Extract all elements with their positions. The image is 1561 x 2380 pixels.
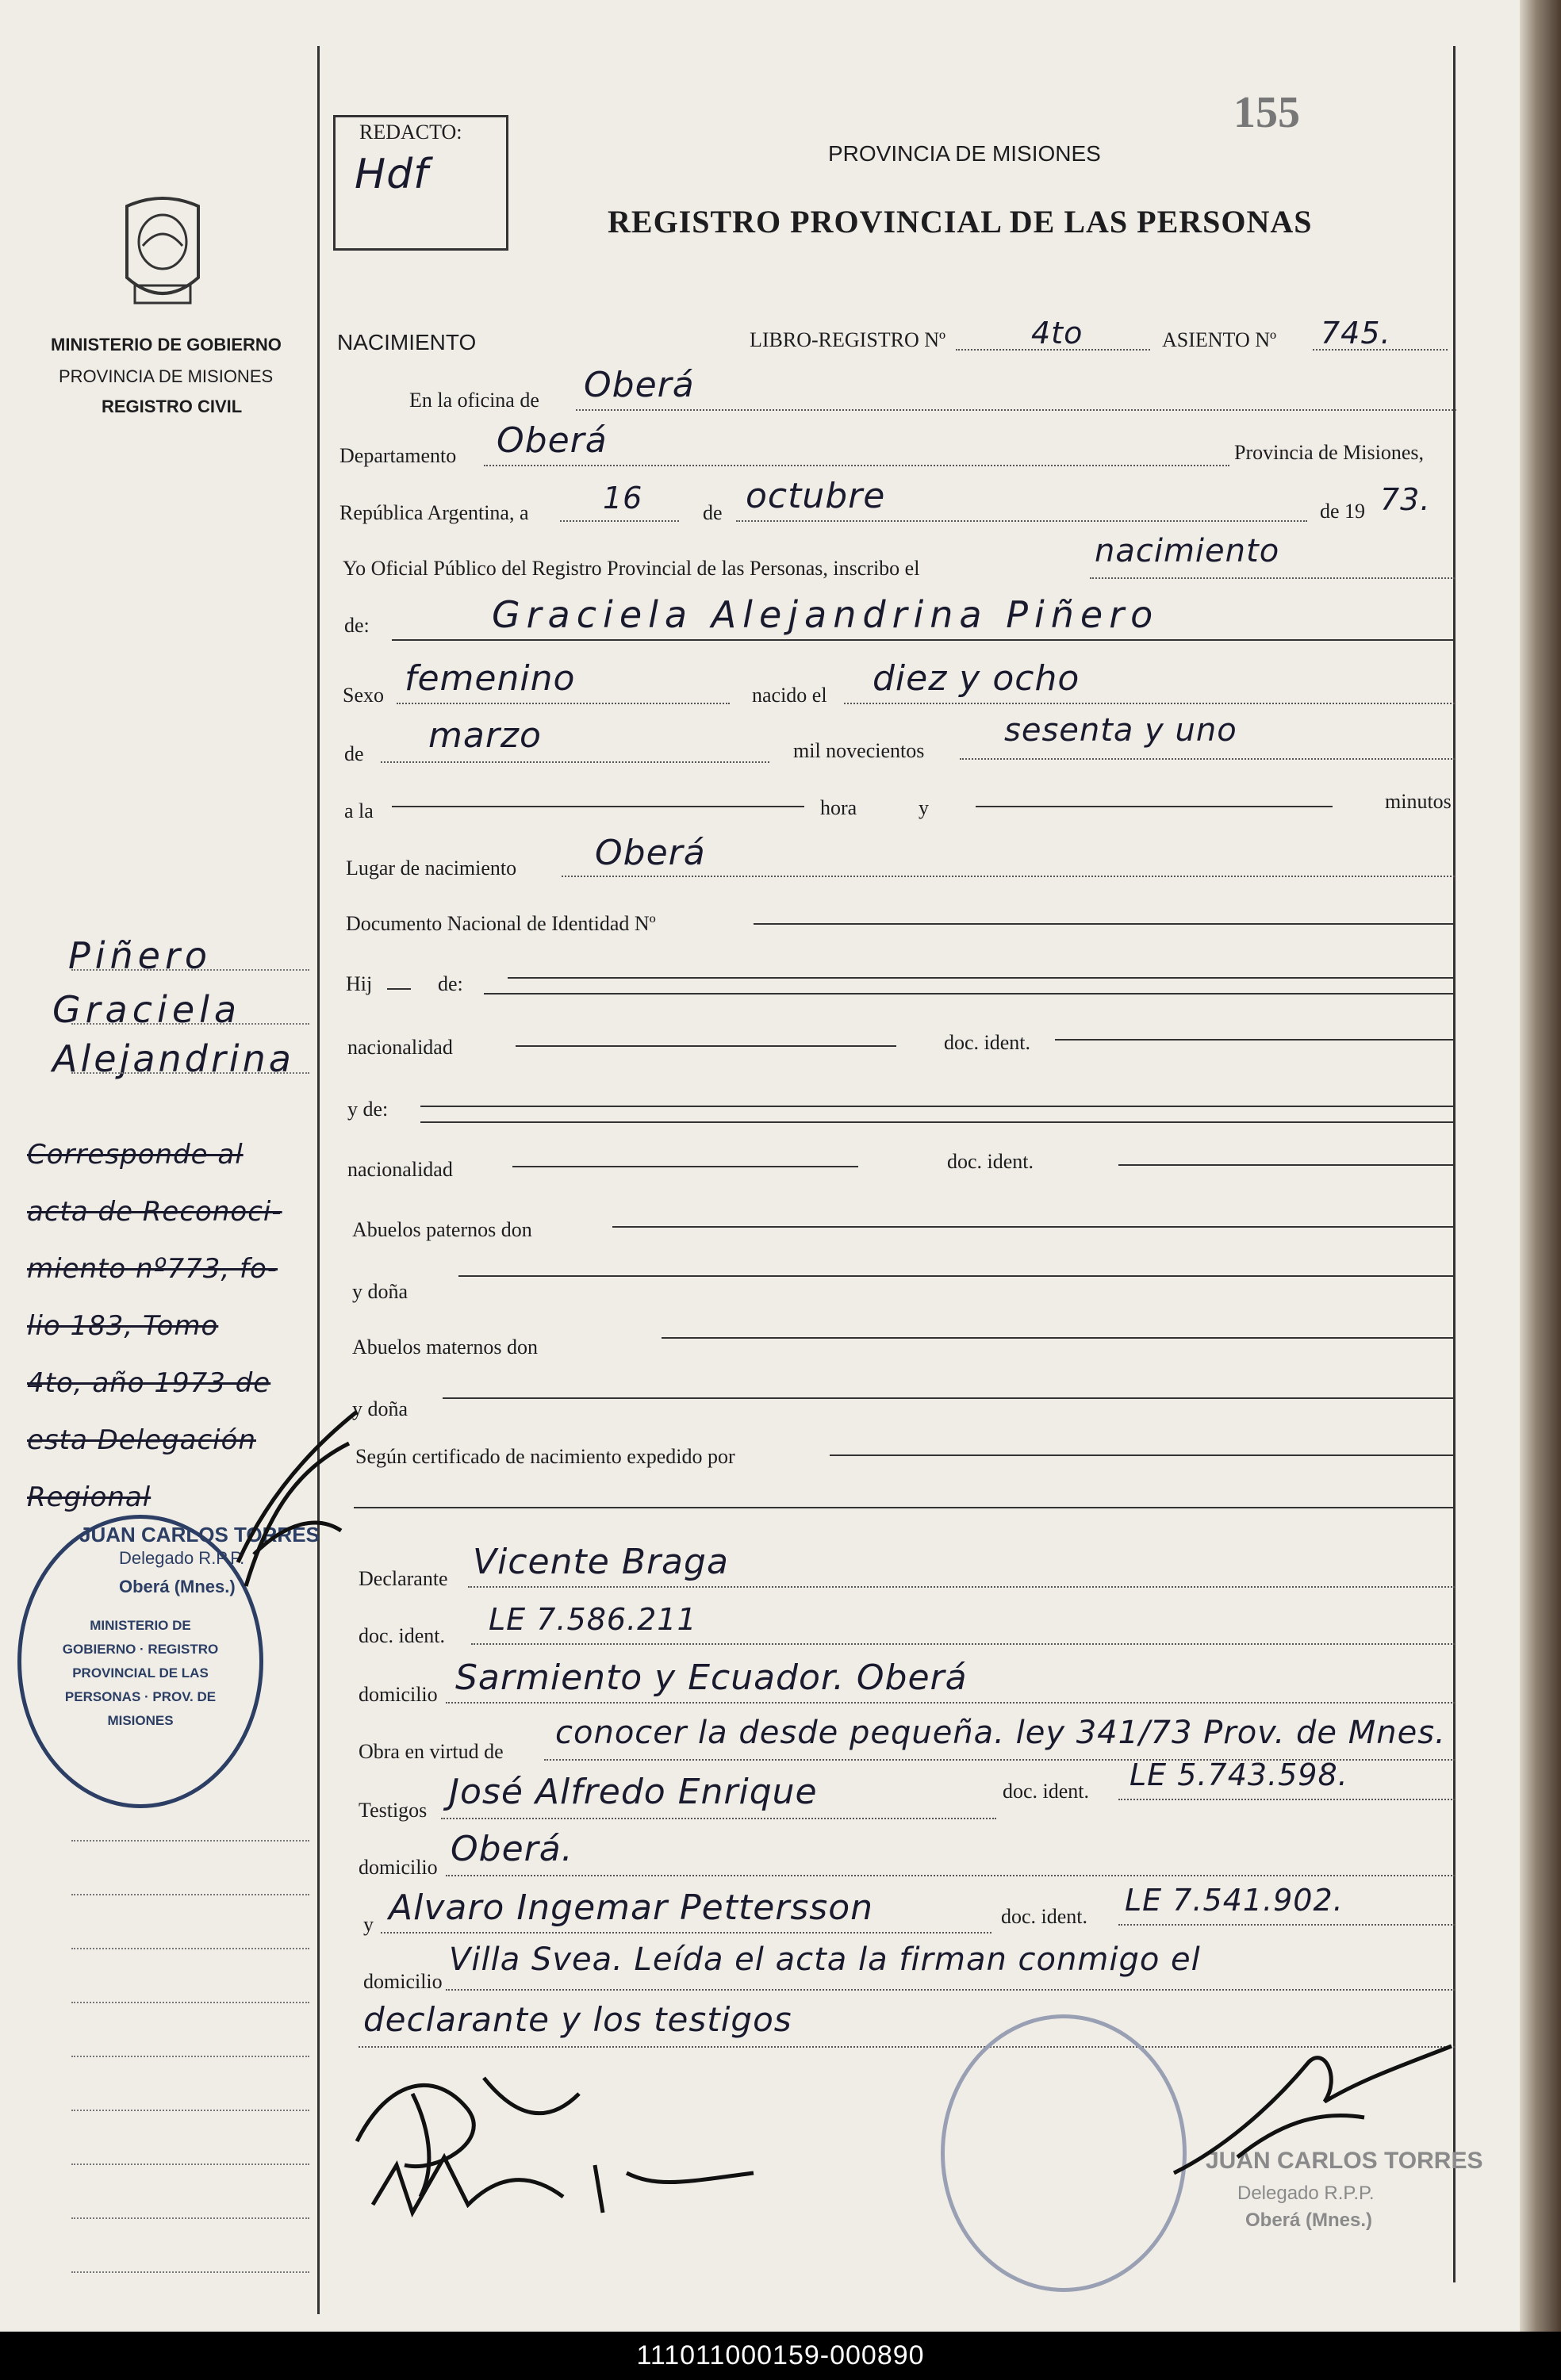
official-name-left: JUAN CARLOS TORRES	[79, 1523, 320, 1546]
nac-mes-line	[381, 761, 769, 763]
domicilio-label-2: domicilio	[359, 1856, 438, 1879]
page-number: 155	[1233, 88, 1300, 137]
testigo2-dom-line	[446, 1989, 1455, 1991]
registry-heading: REGISTRO PROVINCIAL DE LAS PERSONAS	[608, 204, 1313, 240]
testigo1-dom-value: Oberá.	[451, 1829, 573, 1869]
sexo-line	[397, 703, 730, 704]
docident-line-2	[1118, 1164, 1455, 1166]
nombre-value: Graciela Alejandrina Piñero	[492, 593, 1160, 636]
ydona-line-2	[443, 1397, 1455, 1399]
dia-value: 16	[603, 481, 643, 515]
ydona-label-2: y doña	[352, 1397, 408, 1420]
obra-value: conocer la desde pequeña. ley 341/73 Prov. de Mnes.	[555, 1715, 1446, 1751]
redacto-box	[333, 115, 508, 251]
lugar-label: Lugar de nacimiento	[346, 857, 517, 880]
nacionalidad-label-1: nacionalidad	[347, 1036, 453, 1059]
seal-ring-text: MINISTERIO DE GOBIERNO · REGISTRO PROVINCIAL DE LAS PERSONAS · PROV. DE MISIONES	[62, 1618, 219, 1728]
margin-rule-line	[71, 1023, 309, 1025]
domicilio-label-1: domicilio	[359, 1683, 438, 1706]
mil-label: mil novecientos	[793, 739, 925, 762]
hij-line-2	[484, 993, 1455, 995]
record-type: NACIMIENTO	[337, 330, 477, 355]
decl-dom-line	[446, 1702, 1455, 1704]
declarante-value: Vicente Braga	[473, 1542, 729, 1582]
official-role-left: Delegado R.P.P.	[119, 1548, 245, 1568]
seal-province: PROVINCIA DE MISIONES	[59, 366, 274, 386]
margin-note-line: Corresponde al	[27, 1139, 244, 1171]
margin-rule-line	[71, 1840, 309, 1842]
mes-line	[736, 520, 1307, 522]
testigos-label: Testigos	[359, 1799, 428, 1822]
nacido-label: nacido el	[752, 684, 827, 707]
margin-note-line: esta Delegación	[27, 1424, 256, 1456]
sexo-value: femenino	[405, 658, 576, 699]
departamento-line	[484, 465, 1229, 466]
official-place-left: Oberá (Mnes.)	[119, 1577, 236, 1596]
ydona-line-1	[458, 1275, 1455, 1277]
testigo1-line	[441, 1818, 996, 1819]
testigo1-doc-value: LE 5.743.598.	[1130, 1757, 1348, 1792]
margin-rule-line	[71, 2217, 309, 2219]
docident-label-1: doc. ident.	[944, 1031, 1031, 1054]
departamento-value: Oberá	[497, 420, 608, 461]
ala-line	[392, 806, 804, 807]
nacido-value: diez y ocho	[873, 658, 1080, 699]
nac-anio-line	[960, 758, 1455, 760]
faint-seal-stamp	[941, 2014, 1187, 2292]
abuelos-mat-line	[662, 1337, 1455, 1339]
dni-line	[754, 923, 1455, 925]
segun-label: Según certificado de nacimiento expedido por	[355, 1445, 735, 1468]
official-place-right: Oberá (Mnes.)	[1245, 2209, 1373, 2231]
province-heading: PROVINCIA DE MISIONES	[828, 141, 1101, 166]
official-name-right: JUAN CARLOS TORRES	[1206, 2148, 1483, 2174]
testigo1-dom-line	[446, 1875, 1455, 1876]
margin-rule-line	[71, 2002, 309, 2003]
margin-name1: Graciela	[52, 988, 242, 1031]
margin-rule-line	[71, 2271, 309, 2273]
testigo2-value: Alvaro Ingemar Pettersson	[389, 1888, 874, 1928]
margin-rule-line	[71, 2110, 309, 2111]
dni-label: Documento Nacional de Identidad Nº	[346, 912, 656, 935]
declarante-label: Declarante	[359, 1567, 448, 1590]
libro-label: LIBRO-REGISTRO Nº	[750, 328, 946, 351]
testigo2-doc-value: LE 7.541.902.	[1125, 1883, 1344, 1918]
asiento-value: 745.	[1321, 316, 1391, 351]
asiento-label: ASIENTO Nº	[1162, 328, 1277, 351]
docident-label-2: doc. ident.	[947, 1150, 1034, 1173]
yde-line-2	[420, 1121, 1455, 1123]
closing-value: declarante y los testigos	[363, 2000, 792, 2039]
segun-line-2	[354, 1507, 1455, 1508]
margin-rule-line	[71, 2163, 309, 2165]
margin-rule-line	[71, 969, 309, 971]
redacto-label: REDACTO:	[359, 121, 462, 144]
margin-note-line: 4to, año 1973 de	[27, 1367, 271, 1399]
nombre-line	[392, 639, 1455, 641]
oficina-value: Oberá	[584, 365, 695, 405]
testigo1-value: José Alfredo Enrique	[449, 1772, 818, 1812]
testigo2-doc-line	[1118, 1924, 1455, 1926]
testigo2-line	[381, 1932, 991, 1934]
official-role-right: Delegado R.P.P.	[1237, 2183, 1375, 2204]
yde-line-1	[420, 1106, 1455, 1107]
mes-value: octubre	[746, 476, 886, 516]
testigo1-doc-line	[1118, 1799, 1455, 1800]
hora-label: hora	[820, 796, 857, 819]
abuelos-mat-label: Abuelos maternos don	[352, 1336, 538, 1359]
oficina-label: En la oficina de	[409, 389, 539, 412]
y-label-1: y	[919, 796, 929, 819]
margin-note-line: Regional	[27, 1481, 151, 1513]
sexo-label: Sexo	[343, 684, 384, 707]
ydona-label-1: y doña	[352, 1280, 408, 1303]
coat-of-arms-icon	[119, 190, 206, 313]
nacionalidad-line-1	[516, 1045, 896, 1047]
margin-note-line: acta de Reconoci-	[27, 1196, 282, 1228]
nac-mes-value: marzo	[428, 715, 542, 756]
margin-surname: Piñero	[68, 934, 213, 977]
docident-label-3: doc. ident.	[1003, 1780, 1090, 1803]
testigo2-dom-value: Villa Svea. Leída el acta la firman conmigo el	[449, 1941, 1201, 1978]
docident-line-1	[1055, 1039, 1455, 1041]
barcode-id: 111011000159-000890	[0, 2332, 1561, 2380]
margin-note-line: miento nº773, fo-	[27, 1253, 278, 1285]
margin-rule-line	[71, 1948, 309, 1949]
anio-value: 73.	[1380, 482, 1431, 517]
declarante-line	[468, 1586, 1455, 1588]
margin-rule-line	[71, 1894, 309, 1895]
inscribo-line	[1090, 577, 1455, 579]
minutos-label: minutos	[1385, 790, 1452, 813]
oficial-text: Yo Oficial Público del Registro Provincial de las Personas, inscribo el	[343, 557, 920, 580]
abuelos-pat-line	[612, 1226, 1455, 1228]
de-label-2: de	[344, 742, 364, 765]
seal-office: REGISTRO CIVIL	[102, 397, 243, 416]
margin-note-line: lio 183, Tomo	[27, 1310, 219, 1342]
nacionalidad-line-2	[512, 1166, 858, 1167]
margin-rule-line	[71, 2056, 309, 2057]
margin-rule-line	[71, 1072, 309, 1074]
lugar-value: Oberá	[595, 833, 706, 873]
hij-label: Hij	[346, 972, 373, 995]
abuelos-pat-label: Abuelos paternos don	[352, 1218, 532, 1241]
republica-label: República Argentina, a	[339, 501, 529, 524]
de-label-1: de	[703, 501, 723, 524]
oficina-line	[576, 409, 1456, 411]
dia-line	[560, 520, 679, 522]
minutos-line	[976, 806, 1333, 807]
inscribo-value: nacimiento	[1095, 533, 1280, 569]
seal-ministry: MINISTERIO DE GOBIERNO	[51, 335, 282, 355]
signature-official	[1158, 2030, 1459, 2189]
nacido-line	[844, 703, 1455, 704]
margin-name2: Alejandrina	[52, 1037, 294, 1080]
departamento-label: Departamento	[339, 444, 457, 467]
nacionalidad-label-2: nacionalidad	[347, 1158, 453, 1181]
decl-doc-line	[471, 1643, 1455, 1645]
hij-line-1	[508, 977, 1455, 979]
decl-doc-label: doc. ident.	[359, 1624, 446, 1647]
libro-value: 4to	[1031, 316, 1083, 351]
yde-label: y de:	[347, 1098, 389, 1121]
signature-scribble-left	[222, 1396, 365, 1602]
book-spine	[1520, 0, 1561, 2332]
obra-label: Obra en virtud de	[359, 1740, 504, 1763]
redacto-value: Hdf	[355, 151, 429, 198]
ala-label: a la	[344, 799, 374, 822]
docident-label-4: doc. ident.	[1001, 1905, 1088, 1928]
decl-doc-value: LE 7.586.211	[489, 1602, 697, 1637]
nac-anio-value: sesenta y uno	[1004, 712, 1237, 749]
domicilio-label-3: domicilio	[363, 1970, 443, 1993]
y-label-2: y	[363, 1913, 374, 1936]
hij-de-label: de:	[438, 972, 463, 995]
signature-testigo	[357, 2141, 769, 2229]
lugar-line	[562, 876, 1455, 877]
decl-dom-value: Sarmiento y Ecuador. Oberá	[455, 1658, 968, 1698]
anio-prefix: de 19	[1320, 500, 1366, 523]
provincia-text: Provincia de Misiones,	[1234, 441, 1425, 464]
segun-line-1	[830, 1454, 1455, 1456]
de-colon-label: de:	[344, 614, 370, 637]
hij-dash	[387, 988, 411, 990]
